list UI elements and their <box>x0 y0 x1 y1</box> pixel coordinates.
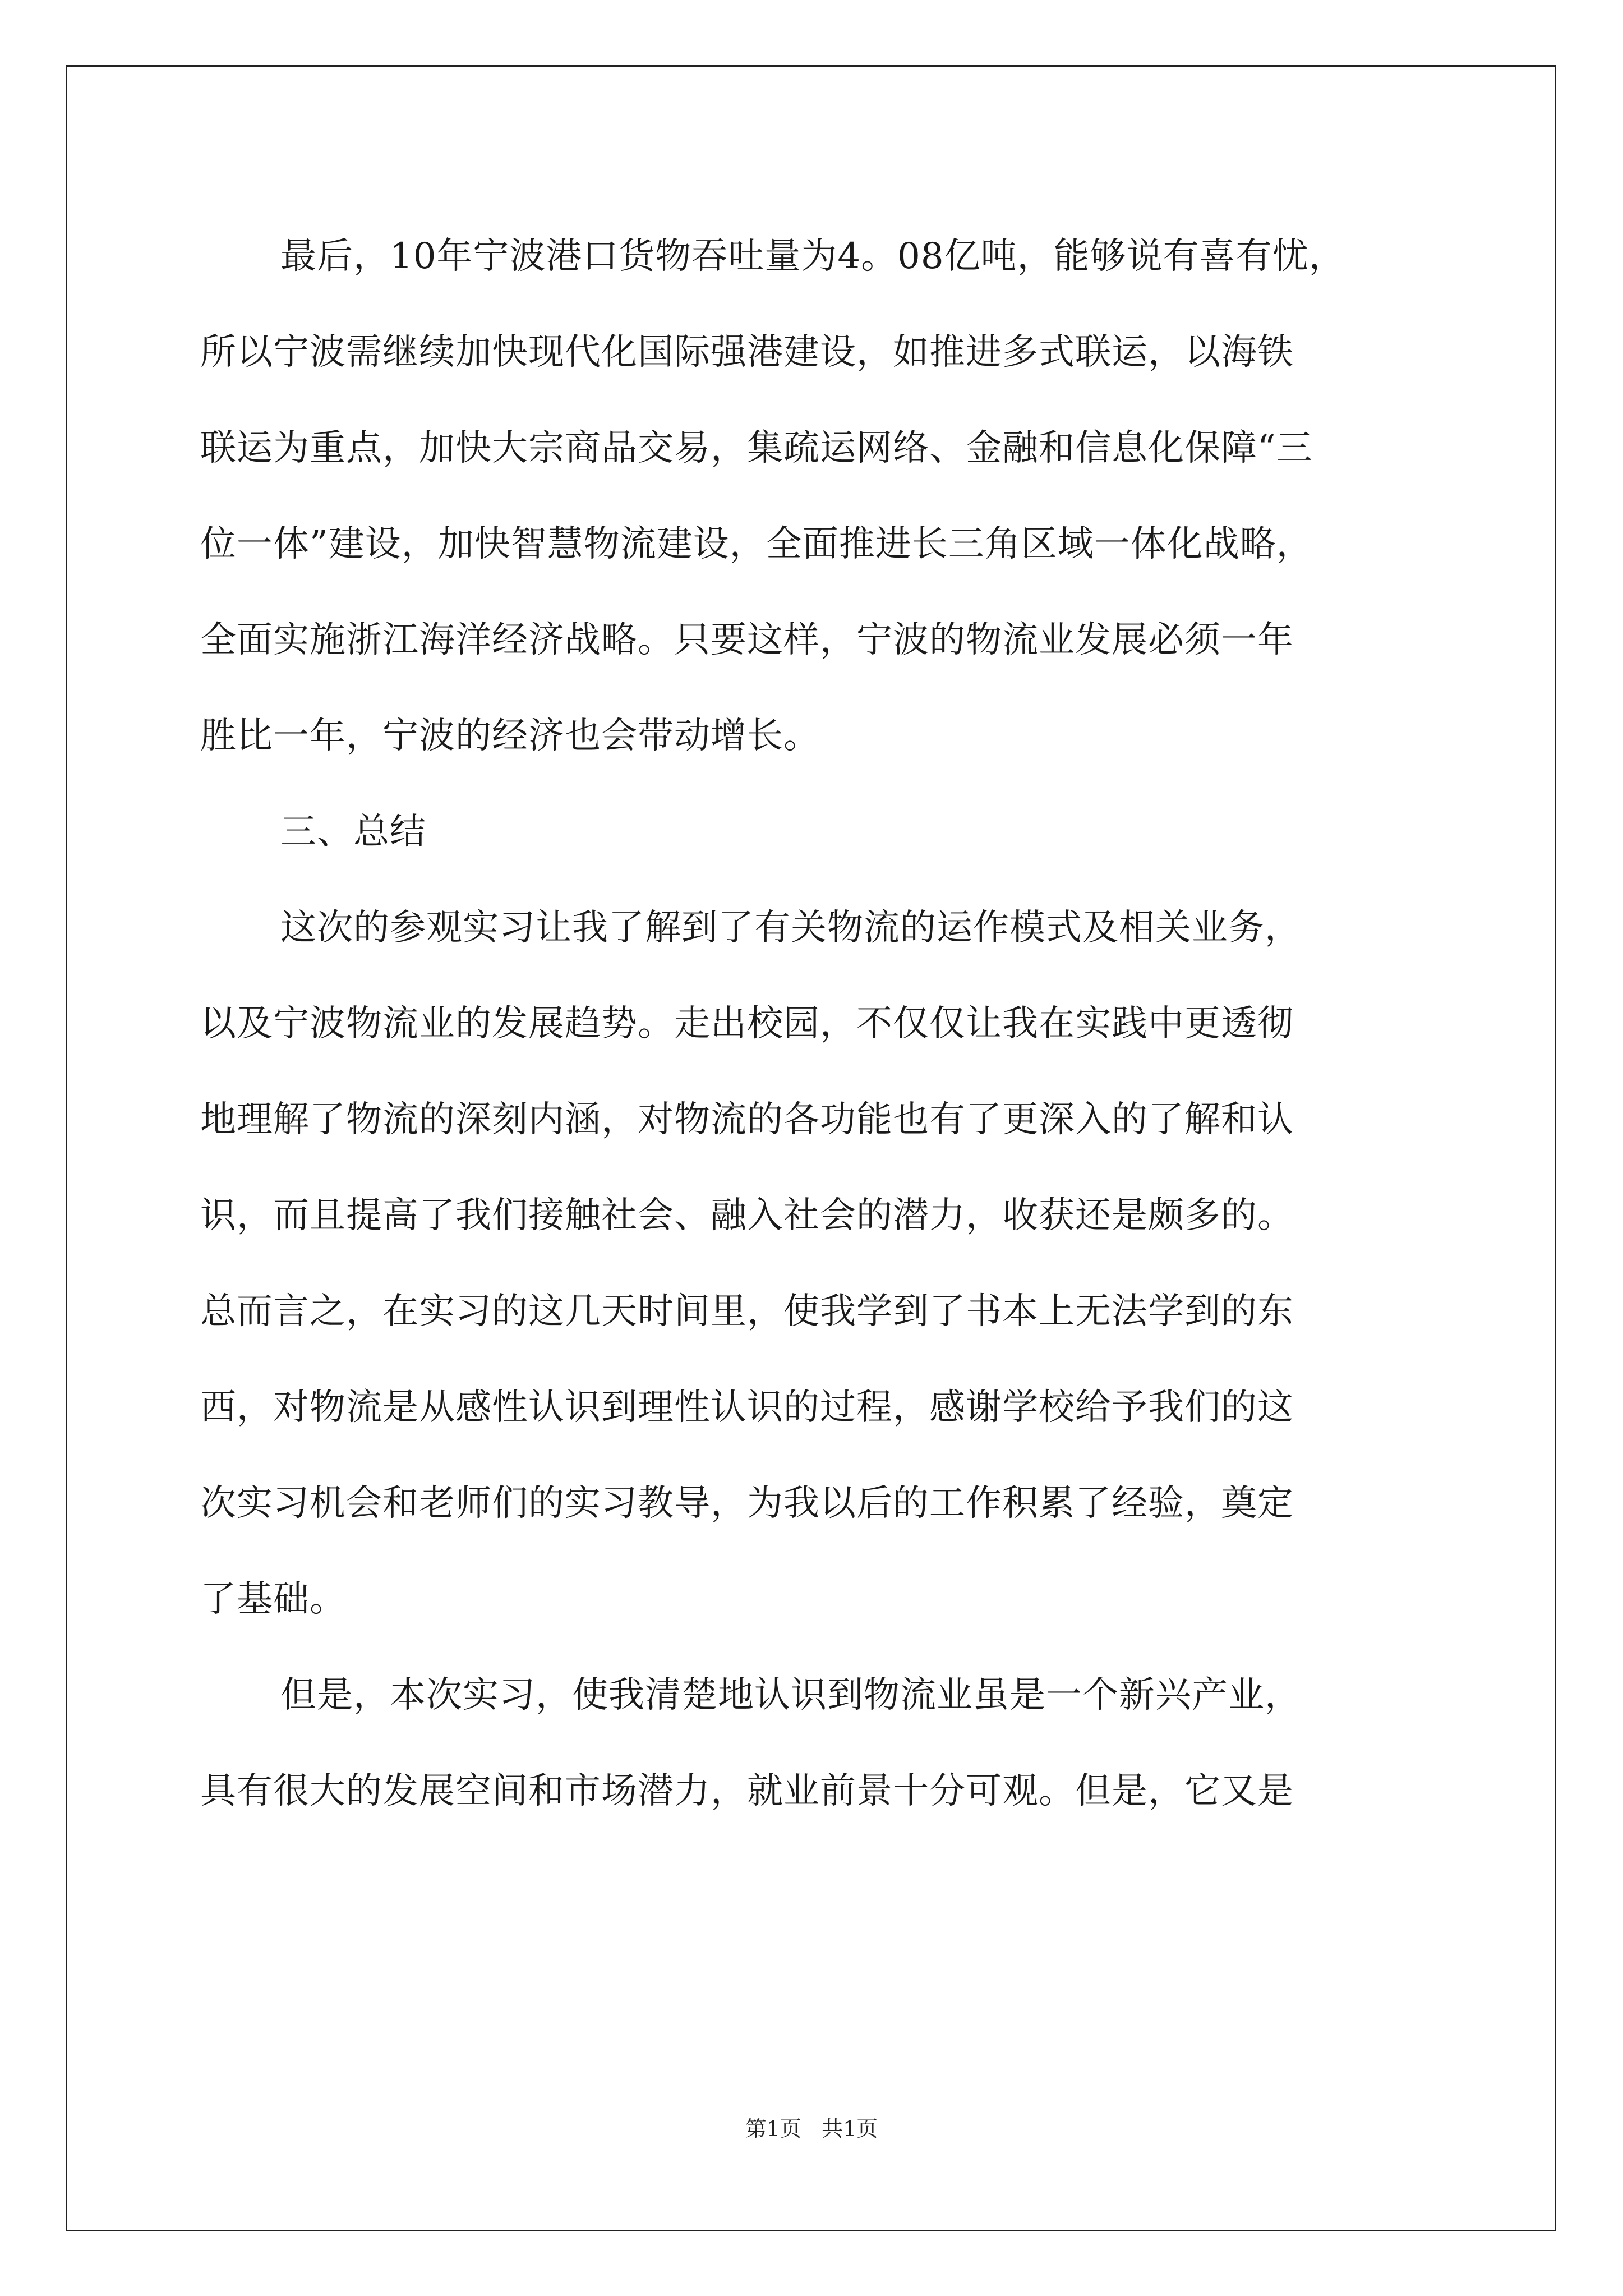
paragraph-3-line-3: 地理解了物流的深刻内涵，对物流的各功能也有了更深入的了解和认 <box>200 1099 1294 1140</box>
paragraph-3-line-7: 次实习机会和老师们的实习教导，为我以后的工作积累了经验，奠定 <box>200 1483 1294 1524</box>
paragraph-4-line-1: 但是，本次实习，使我清楚地认识到物流业虽是一个新兴产业， <box>280 1674 1301 1716</box>
paragraph-1-line-3: 联运为重点，加快大宗商品交易，集疏运网络、金融和信息化保障“三 <box>200 427 1313 469</box>
paragraph-3-line-4: 识，而且提高了我们接触社会、融入社会的潜力，收获还是颇多的。 <box>200 1195 1294 1236</box>
paragraph-1-line-4: 位一体”建设，加快智慧物流建设，全面推进长三角区域一体化战略， <box>200 523 1313 565</box>
paragraph-1-line-6: 胜比一年，宁波的经济也会带动增长。 <box>200 715 820 757</box>
paragraph-3-line-2: 以及宁波物流业的发展趋势。走出校园，不仅仅让我在实践中更透彻 <box>200 1003 1294 1045</box>
paragraph-3-line-6: 西，对物流是从感性认识到理性认识的过程，感谢学校给予我们的这 <box>200 1387 1294 1428</box>
section-heading: 三、总结 <box>280 811 426 853</box>
paragraph-1-line-1: 最后，10年宁波港口货物吞吐量为4。08亿吨，能够说有喜有忧， <box>280 236 1345 277</box>
paragraph-3-line-5: 总而言之，在实习的这几天时间里，使我学到了书本上无法学到的东 <box>200 1291 1294 1332</box>
paragraph-4-line-2: 具有很大的发展空间和市场潜力，就业前景十分可观。但是，它又是 <box>200 1770 1294 1812</box>
paragraph-3-line-8: 了基础。 <box>200 1579 346 1620</box>
document-body <box>200 209 1434 1839</box>
paragraph-1-line-2: 所以宁波需继续加快现代化国际强港建设，如推进多式联运，以海铁 <box>200 332 1294 373</box>
paragraph-1-line-5: 全面实施浙江海洋经济战略。只要这样，宁波的物流业发展必须一年 <box>200 619 1294 661</box>
paragraph-3-line-1: 这次的参观实习让我了解到了有关物流的运作模式及相关业务， <box>280 907 1301 949</box>
page-number-footer: 第1页 共1页 <box>745 2116 878 2141</box>
